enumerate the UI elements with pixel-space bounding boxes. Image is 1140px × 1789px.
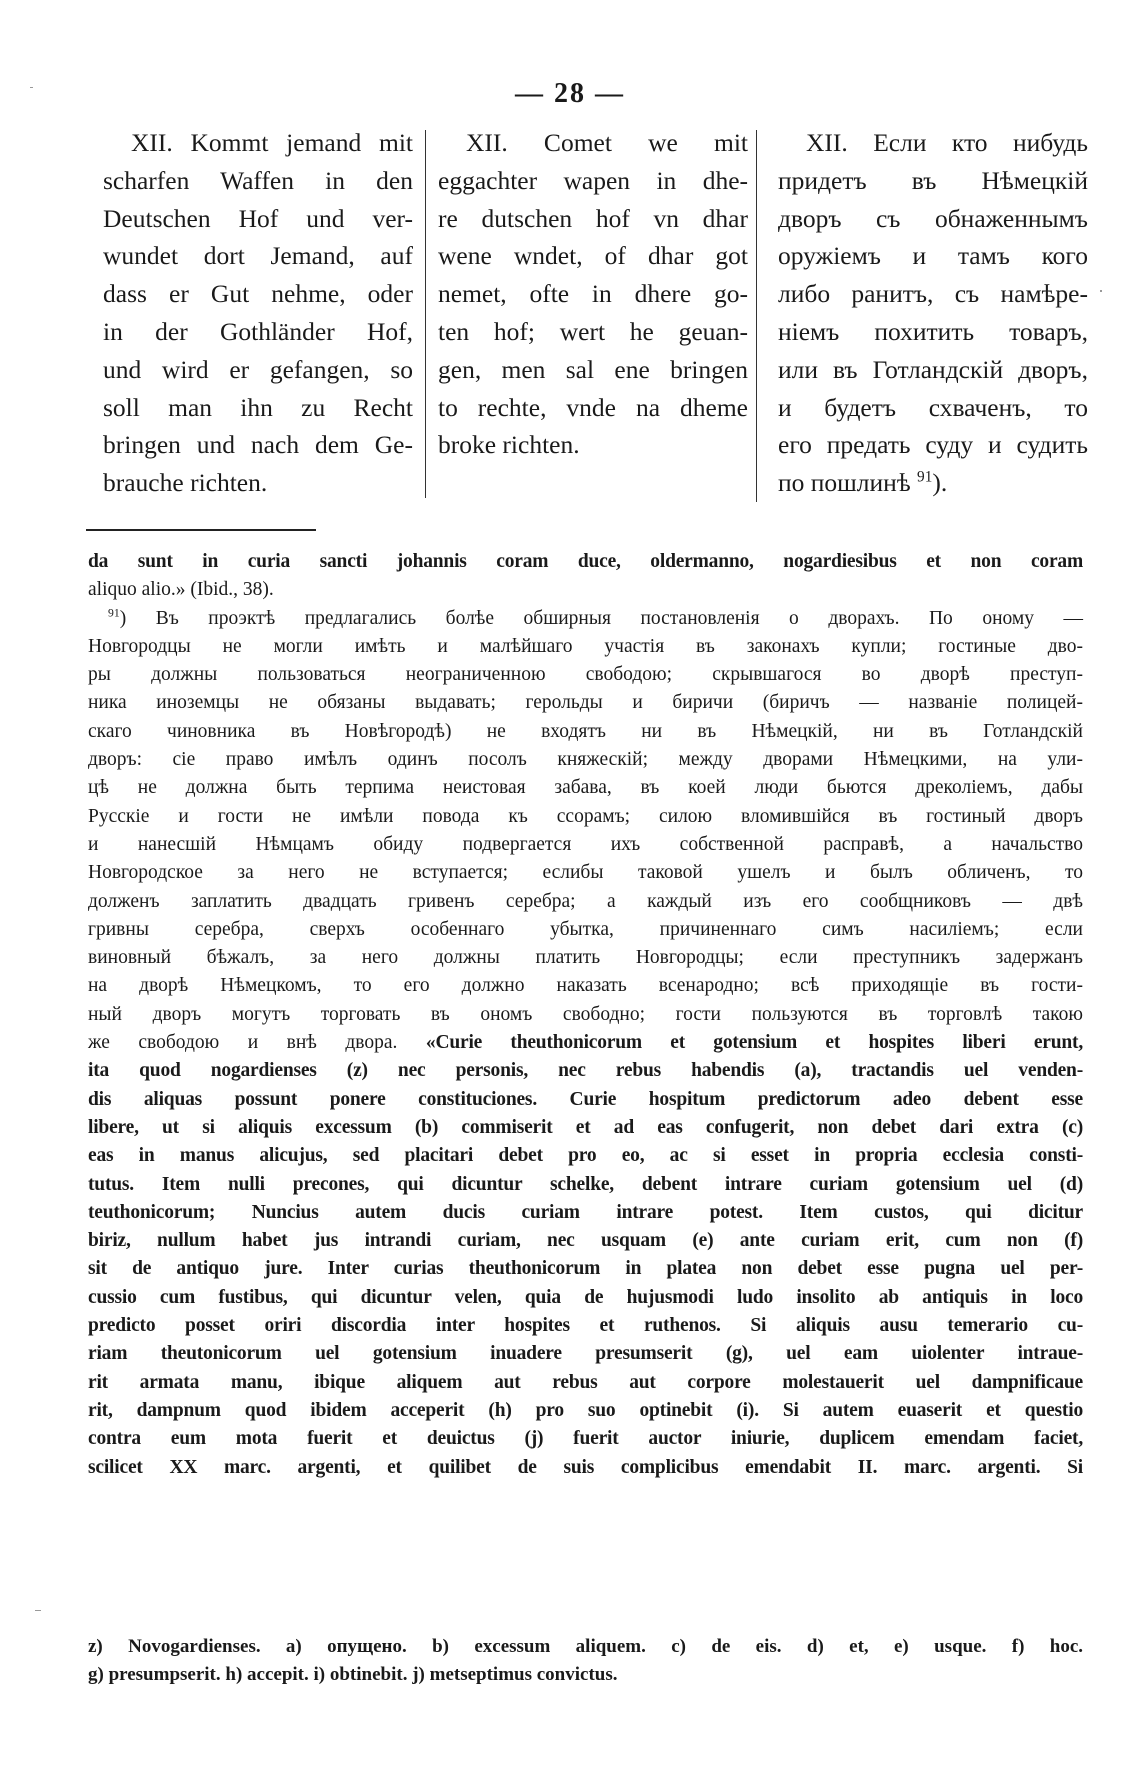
text-line: придетъ въ Нѣмецкій xyxy=(778,165,1088,195)
latin-line: dis aliquas possunt ponere constituciones. Curie hospitum predictorum adeo debent esse xyxy=(88,1088,1083,1110)
latin-line: riam theutonicorum uel gotensium inuadere presumserit (g), uel eam uiolenter intraue- xyxy=(88,1343,1083,1365)
note-line: на дворѣ Нѣмецкомъ, то его должно наказать всенародно; всѣ приходящіе въ гости- xyxy=(88,975,1083,997)
text-line: broke richten. xyxy=(438,430,580,460)
column-divider xyxy=(756,130,757,502)
note-line: ника иноземцы не обязаны выдавать; герольды и биричи (биричъ — названіе полицей- xyxy=(88,692,1083,714)
text-line: ten hof; wert he geuan- xyxy=(438,316,748,346)
latin-line: sit de antiquo jure. Inter curias theuthonicorum in platea non debet esse pugna uel per- xyxy=(88,1258,1083,1280)
text-line: nemet, ofte in dhere go- xyxy=(438,279,748,309)
page-number: — 28 — xyxy=(515,78,625,109)
text-fragment: ). xyxy=(932,468,948,498)
footnote-marker: 91 xyxy=(108,606,120,620)
note-line: и нанесшій Нѣмцамъ обиду подвергается ихъ собственной расправѣ, а начальство xyxy=(88,833,1083,855)
text-line: gen, men sal ene bringen xyxy=(438,354,748,384)
latin-quote-start: «Curie theuthonicorum et gotensium et hospites liberi erunt, xyxy=(425,1032,1084,1054)
text-line: bringen und nach dem Ge- xyxy=(103,430,413,460)
apparatus-line: z) Novogardienses. a) опущено. b) excessum aliquem. c) de eis. d) et, e) usque. f) hoc. xyxy=(88,1636,1083,1657)
text-line: to rechte, vnde na dheme xyxy=(438,392,748,422)
text-line: либо ранитъ, съ намѣре- xyxy=(778,279,1088,309)
text-line: soll man ihn zu Recht xyxy=(103,392,413,422)
note-line: Новгородцы не могли имѣть и малѣйшаго участія въ законахъ купли; гостиные дво- xyxy=(88,635,1083,657)
latin-line: eas in manus alicujus, sed placitari debet pro eo, ac si esset in propria ecclesia consti- xyxy=(88,1145,1083,1167)
scan-speck xyxy=(30,87,33,88)
text-line: brauche richten. xyxy=(103,468,268,498)
text-fragment: же свободою и внѣ двора. xyxy=(88,1032,426,1054)
text-line: wene wndet, of dhar got xyxy=(438,241,748,271)
text-line xyxy=(778,464,1088,502)
note-line: гривны серебра, сверхъ особеннаго убытка, причиненнаго симъ насиліемъ; если xyxy=(88,918,1083,940)
text-line: его предать суду и судить xyxy=(778,430,1088,460)
note-line: Новгородское за него не вступается; еслибы таковой ушелъ и былъ обличенъ, то xyxy=(88,862,1083,884)
text-fragment: ) Въ проэктѣ предлагались болѣе обширныя постановленія о дворахъ. По оному — xyxy=(119,607,1083,629)
text-line: eggachter wapen in dhe- xyxy=(438,165,748,195)
latin-line: predicto posset oriri discordia inter hospites et ruthenos. Si aliquis ausu temerario cu- xyxy=(88,1315,1083,1337)
footnote-reference[interactable]: 91 xyxy=(917,468,933,486)
latin-line: libere, ut si aliquis excessum (b) commiserit et ad eas confugerit, non debet dari extra (c) xyxy=(88,1116,1083,1138)
text-line: и будетъ схваченъ, то xyxy=(778,392,1088,422)
column-divider xyxy=(425,130,426,498)
footnote-91-first-line xyxy=(88,605,1083,633)
text-line: scharfen Waffen in den xyxy=(103,165,413,195)
text-line: XII. Если кто нибудь xyxy=(806,128,1088,157)
note-line: виновный бѣжалъ, за него должны платить Новгородцы; если преступникъ задержанъ xyxy=(88,947,1083,969)
text-line: XII. Kommt jemand mit xyxy=(131,128,413,157)
text-line: re dutschen hof vn dhar xyxy=(438,203,748,233)
note-line: aliquo alio.» (Ibid., 38). xyxy=(88,579,274,601)
note-line: da sunt in curia sancti johannis coram duce, oldermanno, nogardiesibus et non coram xyxy=(88,551,1083,572)
critical-apparatus xyxy=(88,1633,1083,1689)
latin-line: biriz, nullum habet jus intrandi curiam, nec usquam (e) ante curiam erit, cum non (f) xyxy=(88,1230,1083,1252)
text-line: или въ Готландскій дворъ, xyxy=(778,354,1088,384)
latin-line: rit armata manu, ibique aliquem aut rebus aut corpore molestauerit uel dampnificaue xyxy=(88,1371,1083,1393)
note-line: скаго чиновника въ Новѣгородѣ) не входятъ ни въ Нѣмецкій, ни въ Готландскій xyxy=(88,720,1083,742)
apparatus-line: g) presumpserit. h) accepit. i) obtinebit. j) metseptimus convictus. xyxy=(88,1664,618,1685)
note-line: ры должны пользоваться неограниченною свободою; скрывшагося во дворѣ преступ- xyxy=(88,664,1083,686)
note-line: долженъ заплатить двадцать гривенъ серебра; а каждый изъ его сообщниковъ — двѣ xyxy=(88,890,1083,912)
note-line: Русскіе и гости не имѣли повода къ ссорамъ; силою вломившійся въ гостиный дворъ xyxy=(88,805,1083,827)
latin-line: cussio cum fustibus, qui dicuntur velen, quia de hujusmodi ludo insolito ab antiquis in loco xyxy=(88,1286,1083,1308)
text-line: дворъ съ обнаженнымъ xyxy=(778,203,1088,233)
text-line: in der Gothländer Hof, xyxy=(103,316,413,346)
text-line: dass er Gut nehme, oder xyxy=(103,279,413,309)
footnotes xyxy=(88,548,1083,1482)
scan-speck xyxy=(35,1610,41,1611)
footnote-separator xyxy=(86,529,316,531)
latin-line: rit, dampnum quod ibidem acceperit (h) pro suo optinebit (i). Si autem euaserit et questio xyxy=(88,1399,1083,1421)
latin-line: scilicet XX marc. argenti, et quilibet de suis complicibus emendabit II. marc. argenti. Si xyxy=(88,1456,1083,1478)
text-line: ніемъ похитить товаръ, xyxy=(778,316,1088,346)
text-line: XII. Comet we mit xyxy=(466,128,748,157)
note-line: ный дворъ могутъ торговать въ ономъ свободно; гости пользуются въ торговлѣ такою xyxy=(88,1003,1083,1025)
text-fragment: по пошлинѣ xyxy=(778,468,911,498)
parallel-text-columns xyxy=(103,124,1088,504)
latin-line: tutus. Item nulli precones, qui dicuntur schelke, debent intrare curiam gotensium uel (d) xyxy=(88,1173,1083,1195)
column-russian xyxy=(778,124,1088,502)
note-line-mixed xyxy=(88,1029,1083,1057)
column-german xyxy=(103,124,413,502)
column-middle-low-german xyxy=(438,124,748,464)
note-line: цѣ не должна быть терпима неистовая забава, въ коей люди бьются дреколіемъ, дабы xyxy=(88,777,1083,799)
text-line: Deutschen Hof und ver- xyxy=(103,203,413,233)
text-line: wundet dort Jemand, auf xyxy=(103,241,413,271)
latin-line: teuthonicorum; Nuncius autem ducis curiam intrare potest. Item custos, qui dicitur xyxy=(88,1201,1083,1223)
latin-line: ita quod nogardienses (z) nec personis, nec rebus habendis (a), tractandis uel venden- xyxy=(88,1060,1083,1082)
latin-line: contra eum mota fuerit et deuictus (j) fuerit auctor iniurie, duplicem emendam faciet, xyxy=(88,1428,1083,1450)
text-line: und wird er gefangen, so xyxy=(103,354,413,384)
note-line: дворъ: сіе право имѣлъ одинъ посолъ княжескій; между дворами Нѣмецкими, на ули- xyxy=(88,749,1083,771)
scan-speck xyxy=(1100,290,1102,292)
text-line: оружіемъ и тамъ кого xyxy=(778,241,1088,271)
